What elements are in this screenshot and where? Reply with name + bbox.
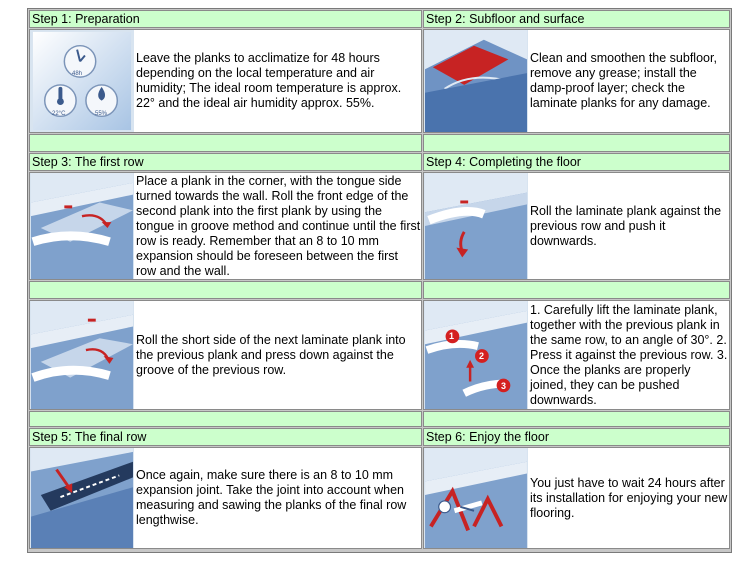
step-4b-body xyxy=(423,300,730,410)
step-2-header: Step 2: Subfloor and surface xyxy=(423,10,730,28)
spacer-row-1a xyxy=(29,134,422,152)
first-row-illustration xyxy=(30,173,134,279)
marker-2-label: 2 xyxy=(479,351,485,361)
step-5-text-cell xyxy=(134,448,421,548)
step-2-image xyxy=(424,30,528,132)
spacer-row-3b xyxy=(423,411,730,427)
step-6-image xyxy=(424,448,528,548)
humidity-label: 55% xyxy=(95,111,108,117)
step-3-header: Step 3: The first row xyxy=(29,153,422,171)
step-1-image xyxy=(30,30,134,132)
step-2-text-cell xyxy=(528,30,729,132)
step-1-body xyxy=(29,29,422,133)
subfloor-illustration xyxy=(424,30,528,132)
hours-label: 48h xyxy=(72,71,83,77)
step-3b-body xyxy=(29,300,422,410)
spacer-row-2b xyxy=(423,281,730,299)
spacer-row-1b xyxy=(423,134,730,152)
step-3-body xyxy=(29,172,422,280)
step-1-text-cell xyxy=(134,30,421,132)
step-1-header: Step 1: Preparation xyxy=(29,10,422,28)
step-3-image xyxy=(30,173,134,279)
step-6-body xyxy=(423,447,730,549)
complete-floor-illustration xyxy=(424,173,528,279)
step-3b-text: Roll the short side of the next laminate plank into the previous plank and press down against the groove of the previous row. xyxy=(136,332,406,377)
spacer-row-2a xyxy=(29,281,422,299)
step-2-text: Clean and smoothen the subfloor, remove any grease; install the damp-proof layer; check the laminate planks for any damage. xyxy=(530,51,717,110)
step-6-text: You just have to wait 24 hours after its installation for enjoying your new flooring. xyxy=(530,475,728,520)
step-4-text: Roll the laminate plank against the previous row and push it downwards. xyxy=(530,203,722,248)
step-6-header: Step 6: Enjoy the floor xyxy=(423,428,730,446)
acclimatize-icon xyxy=(30,30,134,132)
temperature-label: 22°C xyxy=(52,111,66,117)
marker-3-label: 3 xyxy=(501,381,507,391)
step-3b-image xyxy=(30,301,134,409)
short-side-illustration xyxy=(30,301,134,409)
final-row-illustration xyxy=(30,448,134,548)
step-6-text-cell xyxy=(528,448,729,548)
step-2-body xyxy=(423,29,730,133)
step-3-text-cell xyxy=(134,173,421,279)
step-4-header: Step 4: Completing the floor xyxy=(423,153,730,171)
step-4-body xyxy=(423,172,730,280)
step-1-text: Leave the planks to acclimatize for 48 hours depending on the local temperature and air humidity; The ideal room temperature is approx. 22° and the ideal air humidity approx. 55%. xyxy=(136,51,402,110)
step-4-text-cell xyxy=(528,173,729,279)
step-4b-image xyxy=(424,301,528,409)
marker-1-label: 1 xyxy=(449,331,455,341)
instructions-table xyxy=(27,8,732,553)
step-3-text: Place a plank in the corner, with the tongue side turned towards the wall. Roll the front edge of the second plank into the first plank by using the tongue in groove method and continue until the first row is ready. Remember that an 8 to 10 mm expansion should be foreseen between the first row and the wall. xyxy=(136,173,421,278)
step-5-text: Once again, make sure there is an 8 to 10 mm expansion joint. Take the joint into account when measuring and sawing the planks of the final row lengthwise. xyxy=(136,468,407,527)
spacer-row-3a xyxy=(29,411,422,427)
step-4b-text: 1. Carefully lift the laminate plank, together with the previous plank in the same row, to an angle of 30°. 2. Press it against the previous row. 3. Once the planks are properly joined, they can be pushed downwards. xyxy=(530,302,728,407)
angle-lift-illustration xyxy=(424,301,528,409)
step-3b-text-cell xyxy=(134,301,421,409)
step-5-image xyxy=(30,448,134,548)
step-4-image xyxy=(424,173,528,279)
step-5-body xyxy=(29,447,422,549)
step-4b-text-cell xyxy=(528,301,729,409)
enjoy-floor-illustration xyxy=(424,448,528,548)
step-5-header: Step 5: The final row xyxy=(29,428,422,446)
